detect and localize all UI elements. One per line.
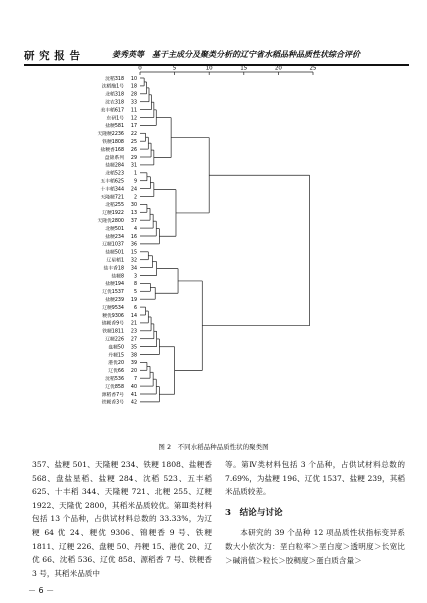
leaf-id: 42 — [130, 400, 137, 406]
leaf-id: 32 — [130, 258, 137, 264]
leaf-id: 37 — [130, 219, 137, 224]
leaf-id: 23 — [130, 329, 137, 335]
leaf-label: 辽粳1922 — [102, 211, 124, 217]
leaf-id: 25 — [130, 140, 137, 145]
leaf-label: 沈稻318 — [105, 76, 124, 82]
leaf-label: 东研1号 — [106, 116, 124, 122]
leaf-label: 辽优1537 — [102, 290, 124, 296]
leaf-label: 北稻523 — [105, 171, 124, 177]
leaf-id: 16 — [130, 234, 137, 240]
leaf-label: 粳优9306 — [102, 313, 124, 319]
leaf-label: 辽粳226 — [105, 337, 124, 343]
leaf-label: 盐粳香168 — [100, 147, 124, 153]
leaf-label: 沈稻536 — [105, 377, 124, 382]
leaf-id: 41 — [130, 392, 137, 398]
leaf-id: 21 — [130, 321, 137, 327]
leaf-id: 29 — [130, 155, 137, 161]
leaf-id: 28 — [130, 92, 137, 98]
leaf-id: 10 — [130, 76, 137, 82]
axis-tick-label: 20 — [274, 66, 282, 72]
leaf-label: 丹粳15 — [108, 353, 124, 359]
leaf-label: 辽优66 — [108, 369, 124, 375]
axis-tick-label: 0 — [138, 66, 142, 72]
leaf-id: 13 — [130, 211, 137, 217]
leaf-id: 20 — [130, 369, 137, 375]
axis-tick-label: 25 — [309, 66, 317, 72]
leaf-label: 天隆优2800 — [97, 219, 124, 224]
leaf-id: 5 — [133, 290, 137, 296]
leaf-label: 北稻255 — [105, 203, 124, 209]
leaf-id: 19 — [130, 298, 137, 303]
leaf-id: 27 — [130, 337, 137, 343]
body-paragraph: 本研究的 39 个品种 12 项品质性状指标变异系数大小依次为：垩白粒率＞垩白度＞透明度＞长宽比＞碱消值＞粒长＞胶稠度＞蛋白质含量＞ — [225, 528, 405, 565]
leaf-id: 7 — [133, 377, 137, 382]
leaf-label: 辽优858 — [105, 384, 124, 390]
body-column-right — [225, 458, 405, 567]
leaf-label: 沈稻酿1号 — [101, 84, 124, 90]
leaf-id: 8 — [133, 282, 137, 288]
leaf-label: 盐粳8 — [111, 274, 124, 280]
leaf-id: 22 — [130, 132, 137, 138]
leaf-id: 36 — [130, 242, 137, 248]
leaf-id: 34 — [130, 266, 137, 272]
leaf-id: 30 — [130, 203, 137, 209]
leaf-label: 盐粳501 — [105, 250, 124, 256]
leaf-label: 美丰稻617 — [100, 108, 124, 114]
leaf-label: 铁粳香3号 — [101, 400, 124, 406]
leaf-label: 辽粳1037 — [102, 242, 124, 248]
page-number: － 6 － — [28, 586, 55, 595]
axis-tick-label: 15 — [240, 66, 248, 72]
leaf-id: 38 — [130, 353, 137, 359]
leaf-label: 铁粳1808 — [102, 140, 124, 145]
leaf-label: 沈农318 — [105, 100, 124, 106]
leaf-label: 辽粳9534 — [102, 305, 124, 311]
leaf-label: 源稻香7号 — [101, 392, 124, 398]
leaf-id: 40 — [130, 384, 137, 390]
leaf-id: 35 — [130, 345, 137, 351]
leaf-label: 盐丰香18 — [103, 266, 124, 272]
leaf-label: 盐粳234 — [105, 234, 124, 240]
leaf-id: 26 — [130, 147, 137, 153]
leaf-label: 盐粳194 — [105, 282, 124, 288]
leaf-id: 6 — [133, 305, 137, 311]
leaf-label: 盐粳581 — [105, 124, 124, 130]
leaf-label: 北稻318 — [105, 92, 124, 98]
leaf-id: 15 — [130, 250, 137, 256]
leaf-label: 盘锦系列 — [104, 155, 124, 161]
body-paragraph: 357、盐粳 501、天隆粳 234、铁粳 1808、盐粳香568、盘盐星稻、盐粳 284、沈稻 523、五丰稻 625、十丰稻 344、天隆粳 721、北粳 255、辽粳 1922、天隆优 2800，其稻米品质较优。第Ⅲ类材料包括 13 个品种，占供试材料总数的 33.33%，为辽粳 64 优 24、粳优 9306、锦粳香 9 号、铁粳 1811、辽粳 226、盘粳 50、丹粳 15、港优 20、辽优 66、沈稻 536、辽优 858、源稻香 7 号、铁粳香 3 号，其稻米品质中 — [32, 460, 212, 578]
dendrogram — [0, 66, 427, 441]
leaf-id: 39 — [130, 361, 137, 367]
leaf-id: 3 — [133, 274, 137, 280]
leaf-id: 11 — [130, 108, 137, 114]
body-paragraph: 等。第Ⅳ类材料包括 3 个品种，占供试材料总数的 7.69%，为盐粳 196、辽优 1537、盐粳 239，其稻米品质较差。 — [225, 460, 405, 497]
body-column-left — [32, 458, 212, 580]
running-title: 姜秀英等 基于主成分及聚类分析的辽宁省水稻品种品质性状综合评价 — [112, 49, 360, 59]
leaf-id: 9 — [133, 179, 137, 185]
leaf-label: 天隆粳721 — [100, 195, 124, 201]
dendrogram-axis — [138, 66, 317, 75]
axis-tick-label: 5 — [172, 66, 177, 72]
leaf-id: 33 — [130, 100, 137, 106]
leaf-id: 14 — [130, 313, 137, 319]
leaf-id: 1 — [133, 171, 137, 177]
axis-tick-label: 10 — [205, 66, 213, 72]
leaf-label: 天隆粳2236 — [97, 132, 124, 138]
leaf-id: 2 — [133, 195, 137, 201]
leaf-id: 12 — [130, 116, 137, 122]
leaf-label: 盐粳284 — [105, 163, 124, 169]
leaf-id: 24 — [130, 187, 137, 193]
journal-section-tag: 研 究 报 告 — [24, 50, 81, 62]
leaf-label: 辽星稻1 — [106, 258, 124, 264]
leaf-label: 盘粳50 — [108, 345, 124, 351]
leaf-label: 北粳501 — [105, 226, 124, 232]
running-header — [24, 48, 409, 62]
leaf-label: 港优20 — [108, 361, 124, 367]
leaf-id: 17 — [130, 124, 137, 130]
leaf-label: 锦粳香9号 — [101, 321, 124, 327]
leaf-id: 31 — [130, 163, 137, 169]
leaf-id: 4 — [133, 226, 137, 232]
leaf-label: 铁粳1811 — [102, 329, 124, 335]
section-heading: 3 结论与讨论 — [225, 507, 283, 518]
leaf-label: 五丰稻625 — [100, 179, 124, 185]
leaf-label: 十丰稻344 — [100, 187, 124, 193]
leaf-id: 18 — [130, 84, 137, 90]
leaf-label: 盐粳239 — [105, 298, 124, 303]
figure-caption: 图 2 不同水稻品种品质性状的聚类图 — [158, 443, 269, 451]
